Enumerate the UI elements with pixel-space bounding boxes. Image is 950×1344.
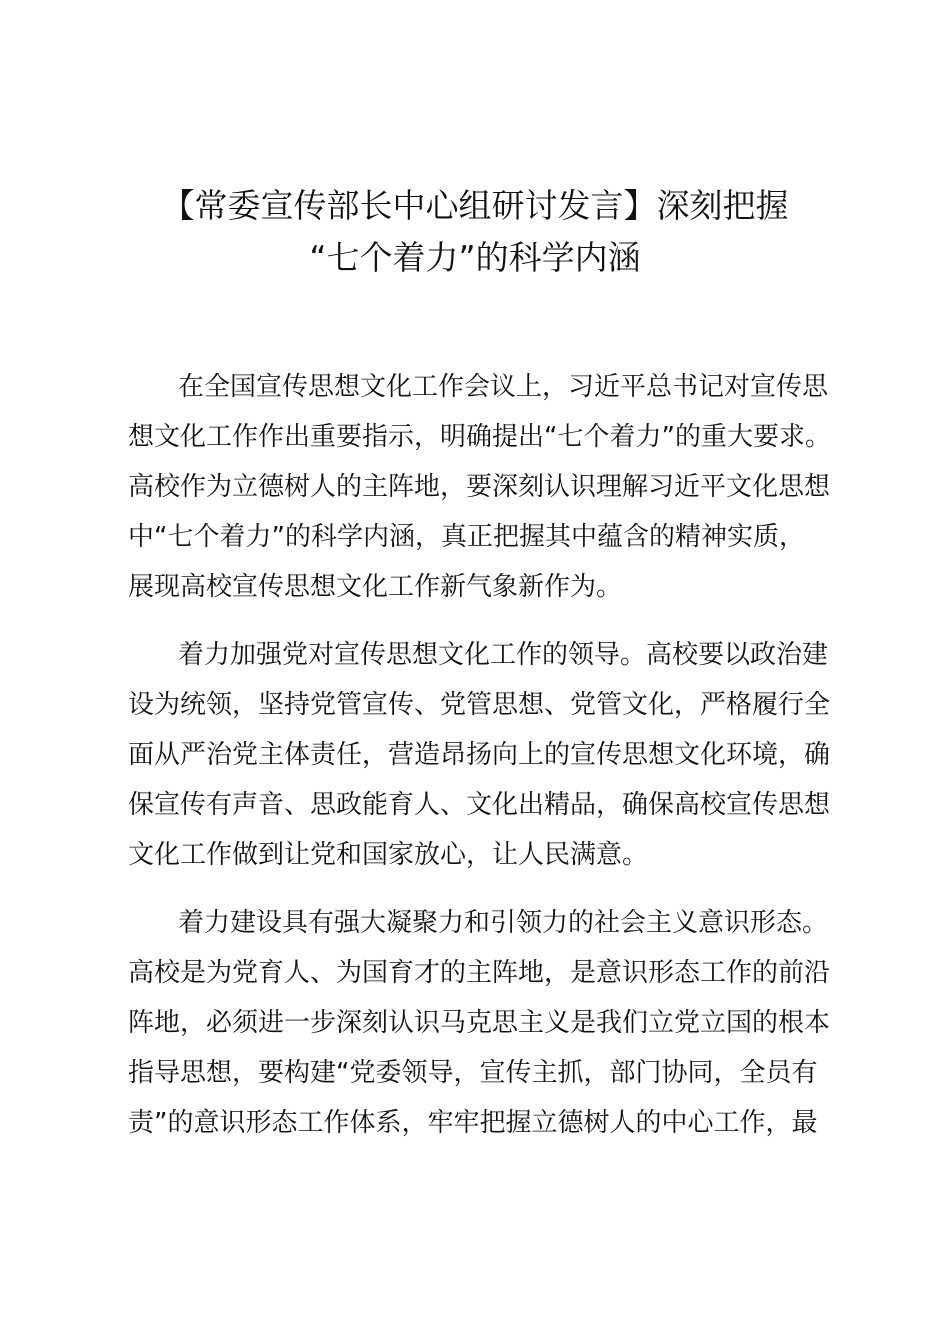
paragraph-line: 保宣传有声音、思政能育人、文化出精品，确保高校宣传思想: [128, 790, 831, 820]
paragraph-line: 阵地，必须进一步深刻认识马克思主义是我们立党立国的根本: [128, 1008, 831, 1038]
paragraph-line: 高校是为党育人、为国育才的主阵地，是意识形态工作的前沿: [128, 958, 831, 988]
title-line-1: 【常委宣传部长中心组研讨发言】深刻把握: [161, 186, 789, 225]
paragraph-line: 展现高校宣传思想文化工作新气象新作为。: [128, 572, 623, 602]
paragraph-line: 中“七个着力”的科学内涵，真正把握其中蕴含的精神实质，: [128, 522, 805, 552]
document-body: [128, 362, 838, 1166]
paragraph-line: 文化工作做到让党和国家放心，让人民满意。: [128, 840, 649, 870]
paragraph-line: 着力建设具有强大凝聚力和引领力的社会主义意识形态。: [178, 908, 829, 938]
paragraph-line: 想文化工作作出重要指示，明确提出“七个着力”的重大要求。: [128, 422, 831, 452]
document-title: [100, 180, 850, 284]
paragraph-line: 责”的意识形态工作体系，牢牢把握立德树人的中心工作，最: [128, 1108, 818, 1138]
paragraph-line: 高校作为立德树人的主阵地，要深刻认识理解习近平文化思想: [128, 472, 831, 502]
paragraph-1: [128, 362, 838, 612]
paragraph-3: [128, 898, 838, 1148]
paragraph-2: [128, 630, 838, 880]
paragraph-line: 指导思想，要构建“党委领导，宣传主抓，部门协同，全员有: [128, 1058, 818, 1088]
title-line-2: “七个着力”的科学内涵: [309, 238, 641, 277]
paragraph-line: 设为统领，坚持党管宣传、党管思想、党管文化，严格履行全: [128, 690, 831, 720]
paragraph-line: 面从严治党主体责任，营造昂扬向上的宣传思想文化环境，确: [128, 740, 831, 770]
paragraph-line: 着力加强党对宣传思想文化工作的领导。高校要以政治建: [178, 640, 829, 670]
paragraph-line: 在全国宣传思想文化工作会议上，习近平总书记对宣传思: [178, 372, 829, 402]
